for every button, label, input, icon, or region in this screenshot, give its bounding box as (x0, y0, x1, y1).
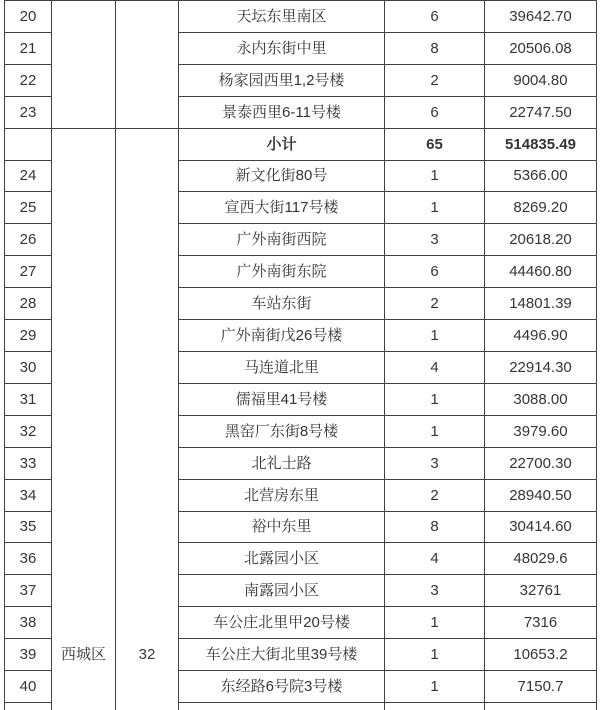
amount-cell: 20506.08 (485, 33, 597, 65)
unit-count-cell: 1 (385, 671, 485, 703)
building-name-cell: 景泰西里6-11号楼 (179, 97, 385, 129)
amount-cell: 28940.50 (485, 480, 597, 512)
building-name-cell: 天坛东里南区 (179, 1, 385, 33)
amount-cell: 7316 (485, 607, 597, 639)
amount-cell: 8269.20 (485, 192, 597, 224)
amount-cell: 3088.00 (485, 384, 597, 416)
cropped-row-sliver-cell (485, 703, 597, 710)
amount-cell: 4496.90 (485, 320, 597, 352)
amount-cell: 14801.39 (485, 288, 597, 320)
unit-count-cell: 1 (385, 607, 485, 639)
building-name-cell: 东经路6号院3号楼 (179, 671, 385, 703)
row-number-cell: 35 (5, 512, 52, 544)
row-number-cell: 36 (5, 543, 52, 575)
building-name-cell: 北露园小区 (179, 543, 385, 575)
district-merged-cell (52, 129, 116, 710)
building-name-cell: 杨家园西里1,2号楼 (179, 65, 385, 97)
building-name-cell: 广外南街西院 (179, 224, 385, 256)
unit-count-cell: 1 (385, 192, 485, 224)
amount-cell: 48029.6 (485, 543, 597, 575)
building-name-cell: 小计 (179, 129, 385, 161)
amount-cell: 9004.80 (485, 65, 597, 97)
unit-count-cell: 1 (385, 161, 485, 193)
amount-cell: 5366.00 (485, 161, 597, 193)
unit-count-cell: 6 (385, 97, 485, 129)
building-name-cell: 儒福里41号楼 (179, 384, 385, 416)
unit-count-cell: 3 (385, 448, 485, 480)
row-number-cell: 20 (5, 1, 52, 33)
cropped-row-sliver-cell (385, 703, 485, 710)
unit-count-cell: 1 (385, 416, 485, 448)
row-number-cell: 37 (5, 575, 52, 607)
building-name-cell: 黑窑厂东街8号楼 (179, 416, 385, 448)
unit-count-cell: 4 (385, 543, 485, 575)
building-name-cell: 车站东街 (179, 288, 385, 320)
cropped-row-sliver-cell (5, 703, 52, 710)
amount-cell: 44460.80 (485, 256, 597, 288)
row-number-cell: 33 (5, 448, 52, 480)
amount-cell: 514835.49 (485, 129, 597, 161)
unit-count-cell: 1 (385, 384, 485, 416)
row-number-cell: 24 (5, 161, 52, 193)
unit-count-cell: 1 (385, 639, 485, 671)
amount-cell: 32761 (485, 575, 597, 607)
row-number-cell: 32 (5, 416, 52, 448)
row-number-cell (5, 129, 52, 161)
prev-district-count-merged-cell (116, 1, 179, 129)
building-name-cell: 裕中东里 (179, 512, 385, 544)
building-name-cell: 北营房东里 (179, 480, 385, 512)
unit-count-cell: 3 (385, 224, 485, 256)
prev-district-merged-cell (52, 1, 116, 129)
amount-cell: 22700.30 (485, 448, 597, 480)
unit-count-cell: 65 (385, 129, 485, 161)
unit-count-cell: 2 (385, 480, 485, 512)
data-table (4, 0, 597, 710)
amount-cell: 20618.20 (485, 224, 597, 256)
district-count-merged-cell (116, 129, 179, 710)
building-name-cell: 南露园小区 (179, 575, 385, 607)
row-number-cell: 21 (5, 33, 52, 65)
row-number-cell: 30 (5, 352, 52, 384)
amount-cell: 39642.70 (485, 1, 597, 33)
building-name-cell: 广外南街戊26号楼 (179, 320, 385, 352)
unit-count-cell: 2 (385, 288, 485, 320)
building-name-cell: 车公庄大街北里39号楼 (179, 639, 385, 671)
unit-count-cell: 6 (385, 256, 485, 288)
building-name-cell: 马连道北里 (179, 352, 385, 384)
row-number-cell: 38 (5, 607, 52, 639)
row-number-cell: 23 (5, 97, 52, 129)
row-number-cell: 25 (5, 192, 52, 224)
unit-count-cell: 4 (385, 352, 485, 384)
building-name-cell: 新文化街80号 (179, 161, 385, 193)
unit-count-cell: 1 (385, 320, 485, 352)
row-number-cell: 39 (5, 639, 52, 671)
amount-cell: 22747.50 (485, 97, 597, 129)
unit-count-cell: 2 (385, 65, 485, 97)
district-building-count: 32 (138, 645, 156, 663)
cropped-row-sliver-cell (179, 703, 385, 710)
building-name-cell: 北礼士路 (179, 448, 385, 480)
unit-count-cell: 8 (385, 33, 485, 65)
amount-cell: 10653.2 (485, 639, 597, 671)
amount-cell: 30414.60 (485, 512, 597, 544)
row-number-cell: 29 (5, 320, 52, 352)
row-number-cell: 31 (5, 384, 52, 416)
row-number-cell: 22 (5, 65, 52, 97)
unit-count-cell: 3 (385, 575, 485, 607)
row-number-cell: 27 (5, 256, 52, 288)
unit-count-cell: 6 (385, 1, 485, 33)
row-number-cell: 34 (5, 480, 52, 512)
row-number-cell: 28 (5, 288, 52, 320)
district-name: 西城区 (60, 645, 106, 663)
building-name-cell: 车公庄北里甲20号楼 (179, 607, 385, 639)
building-name-cell: 宣西大街117号楼 (179, 192, 385, 224)
amount-cell: 7150.7 (485, 671, 597, 703)
amount-cell: 3979.60 (485, 416, 597, 448)
row-number-cell: 26 (5, 224, 52, 256)
row-number-cell: 40 (5, 671, 52, 703)
building-name-cell: 广外南街东院 (179, 256, 385, 288)
building-name-cell: 永内东街中里 (179, 33, 385, 65)
amount-cell: 22914.30 (485, 352, 597, 384)
unit-count-cell: 8 (385, 512, 485, 544)
